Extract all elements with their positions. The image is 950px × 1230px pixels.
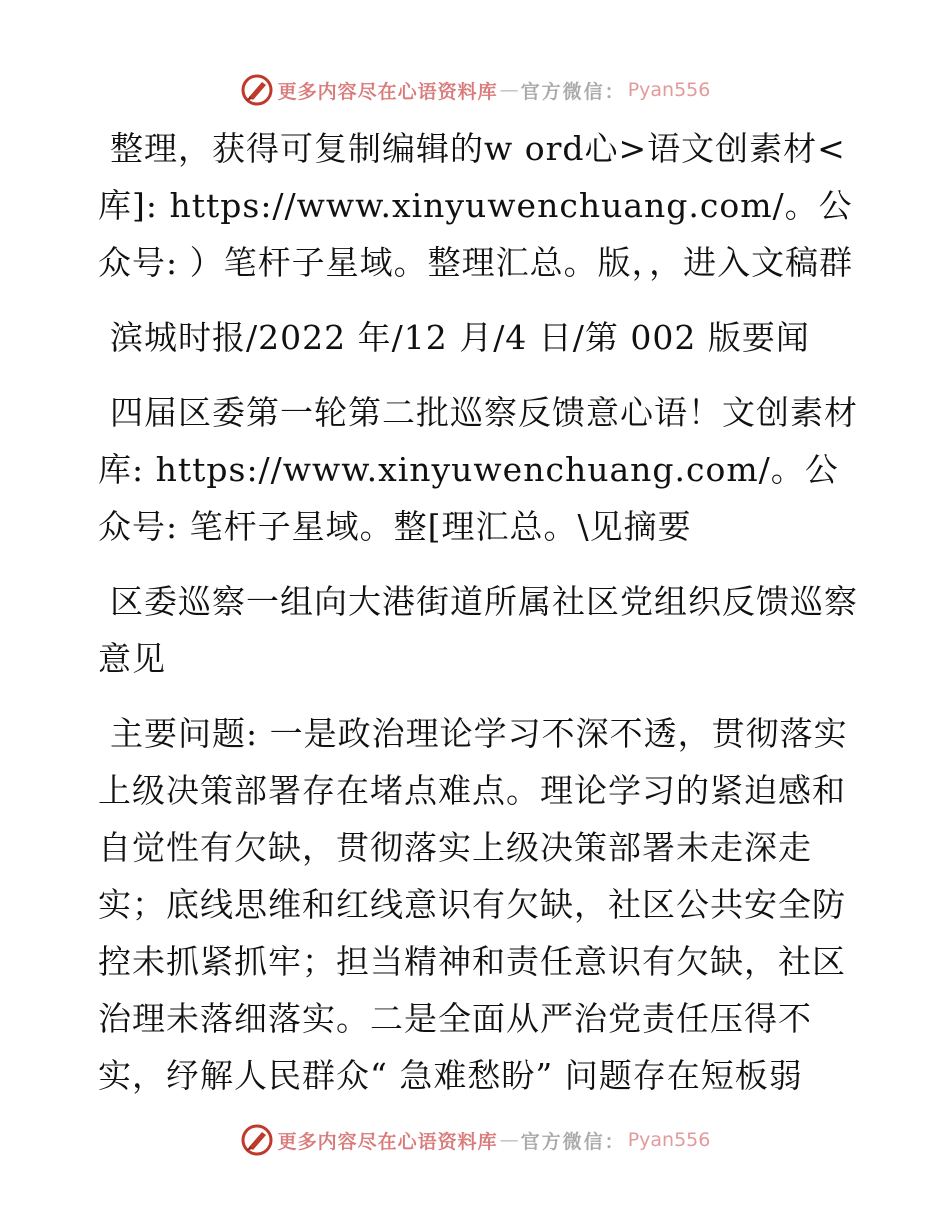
document-body (98, 120, 858, 1122)
paragraph-title: 四届区委第一轮第二批巡察反馈意心语！文创素材库: https://www.xinyuwenchuang.com/。公众号: 笔杆子星域。整[理汇总。\见摘要 (98, 393, 858, 546)
watermark-official-text: 官方微信： (520, 1130, 626, 1153)
watermark-footer (0, 1120, 950, 1160)
paragraph-main-issues: 主要问题: 一是政治理论学习不深不透，贯彻落实上级决策部署存在堵点难点。理论学习的紧迫感和自觉性有欠缺，贯彻落实上级决策部署未走深走实；底线思维和红线意识有欠缺，社区公共安全防控未抓紧抓牢；担当精神和责任意识有欠缺，社区治理未落细落实。二是全面从严治党责任压得不实，纾解人民群众“ 急难愁盼” 问题存在短板弱 (98, 714, 848, 1095)
watermark-dash: — (499, 79, 519, 101)
watermark-dash: — (499, 1129, 519, 1151)
watermark-wechat-id: Pyan556 (627, 1129, 711, 1151)
xinyu-logo-icon (240, 73, 274, 107)
paragraph-subtitle: 区委巡察一组向大港街道所属社区党组织反馈巡察意见 (98, 582, 858, 678)
paragraph-source: 滨城时报/2022 年/12 月/4 日/第 002 版要闻 (110, 318, 810, 357)
xinyu-logo-icon (240, 1123, 274, 1157)
watermark-official-text: 官方微信： (520, 80, 626, 103)
paragraph-intro: 整理，获得可复制编辑的w ord心>语文创素材<库]: https://www.xinyuwenchuang.com/。公众号: ）笔杆子星域。整理汇总。版，，进入文稿群 (98, 129, 854, 282)
watermark-main-text: 更多内容尽在心语资料库 (277, 80, 498, 103)
watermark-wechat-id: Pyan556 (627, 79, 711, 101)
watermark-main-text: 更多内容尽在心语资料库 (277, 1130, 498, 1153)
watermark-header (0, 70, 950, 110)
